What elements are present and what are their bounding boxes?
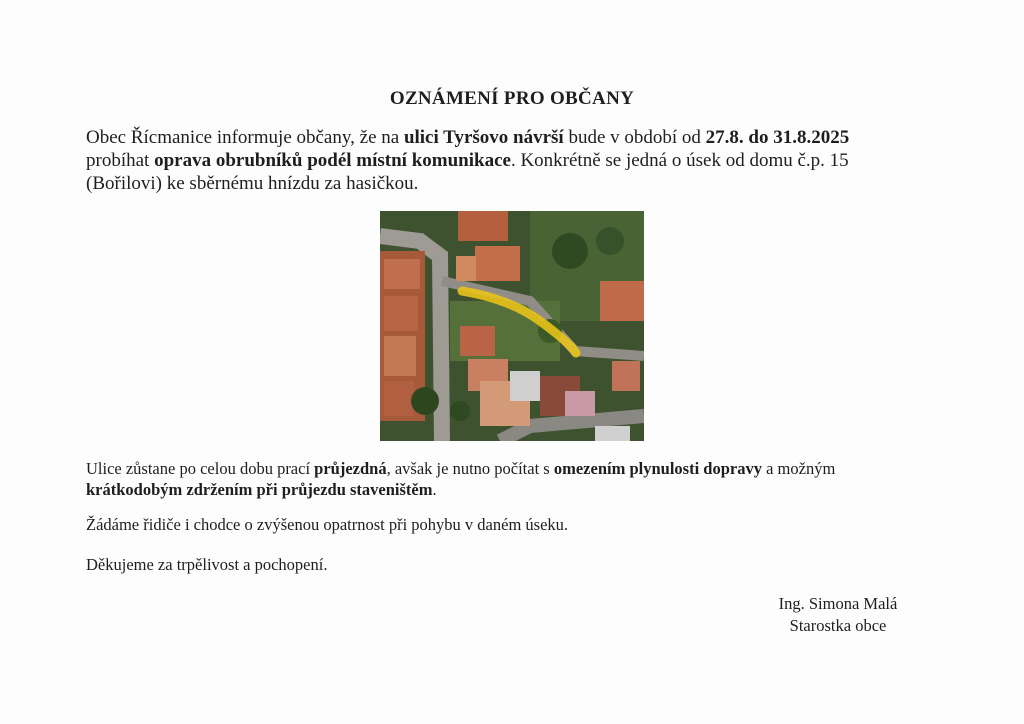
intro-text-1: Obec Řícmanice informuje občany, že na: [86, 127, 404, 148]
intro-text-4: . Konkrétně se jedná o úsek od domu č.p. 15 (Bořilovi) ke sběrnému hnízdu za hasičkou.: [86, 150, 849, 194]
passable-label: průjezdná: [314, 459, 387, 478]
traffic-text-4: .: [432, 480, 437, 499]
traffic-restriction: omezením plynulosti dopravy: [553, 459, 762, 478]
work-description: oprava obrubníků podél místní komunikace: [154, 150, 511, 171]
traffic-text-1: Ulice zůstane po celou dobu prací: [86, 459, 315, 478]
delay-warning: krátkodobým zdržením při průjezdu staveništěm: [86, 480, 433, 499]
thanks-paragraph: Děkujeme za trpělivost a pochopení.: [86, 555, 328, 574]
street-name: ulici Tyršovo návrší: [403, 127, 564, 148]
intro-paragraph: [86, 126, 906, 195]
page-title: OZNÁMENÍ PRO OBČANY: [389, 88, 635, 109]
signatory-role: Starostka obce: [789, 616, 887, 635]
traffic-text-3: a možným: [761, 459, 836, 478]
intro-text-2: bude v období od: [563, 127, 706, 148]
traffic-text-2: , avšak je nutno počítat s: [386, 459, 554, 478]
signatory-name: Ing. Simona Malá: [778, 594, 898, 613]
intro-text-3: probíhat: [86, 150, 155, 171]
aerial-map-image: [380, 211, 644, 441]
date-range: 27.8. do 31.8.2025: [705, 127, 850, 148]
signature-block: [740, 593, 936, 637]
caution-paragraph: Žádáme řidiče i chodce o zvýšenou opatrnost při pohybu v daném úseku.: [86, 515, 569, 534]
traffic-paragraph: [86, 458, 906, 500]
aerial-map-drawing: [380, 211, 644, 441]
